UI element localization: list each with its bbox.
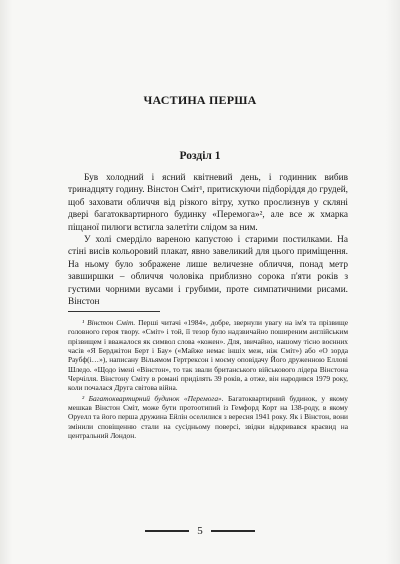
footnote [68, 318, 348, 393]
paragraph: У холі смерділо вареною капустою і старими постилками. На стіні висів кольоровий плакат, явно завеликий для цього приміщення. На ньому було зображене лише величезне обличчя, понад метр завширшки – обличчя чоловіка приблизно сорока п'яти років з густими чорними вусами і грубими, проте симпатичними рисами. Вінстон [68, 235, 348, 308]
footer-dash-right [211, 530, 255, 532]
chapter-title: Розділ 1 [179, 150, 221, 162]
footnote [68, 394, 348, 441]
footnote-divider [68, 311, 160, 312]
paragraph: Був холодний і ясний квітневий день, і годинник вибив тринадцяту годину. Вінстон Сміт¹, притискуючи підборіддя до грудей, щоб заховати обличчя від різкого вітру, хутко прослизнув у скляні двері багатоквартирного будинку «Перемога»², але все ж хмарка піщаної пилюги встигла залетіти слідом за ним. [68, 173, 348, 233]
page-footer [0, 524, 400, 538]
page-number: 5 [197, 525, 203, 537]
footnotes [68, 318, 348, 441]
footnote-text: Перші читачі «1984», добре, звернули увагу на ім'я та прізвище головного героя твору. «Сміт» і той, її тезор було надзвичайно поширеним англійським прізвищем і вважалося як символ слова «кожен». Для, звичайно, нашому тісно воєнних часів «Я Берджітон Берт і Бау» («Майже немає іншіх меж, ніж Сміт») або «О зорда Раубф(і…»), написану Вільямом Гертрексон і моєму оповідачу Його друженною Еллові Шледо. «Щодо імені «Вінстон», то так звали британського військового лідера Вінстона Черчілля. Вінстону Сміту в романі приділять 39 років, а отже, він народився 1979 року, коли почалася Друга світова війна. [68, 318, 348, 393]
footer-dash-left [145, 530, 189, 532]
footnote-lead: ² Багатоквартирний будинок «Перемога». [82, 393, 224, 403]
main-text [68, 172, 348, 308]
part-title: ЧАСТИНА ПЕРША [143, 93, 257, 107]
footnote-text: Багатоквартирний будинок, у якому мешкав Вінстон Сміт, може бути протоотипий із Гемфорд Корт на 138-роду, в якому Оруелл та його перша дружина Ейлін оселилися з вересня 1941 року. Як і Вінстон, вони змінили сповіщенню стали на сусідньому поверсі, звідки відкривався краєвид на центральний Лондон. [68, 393, 349, 441]
footnote-lead: ¹ Вінстон Сміт. [82, 318, 136, 327]
